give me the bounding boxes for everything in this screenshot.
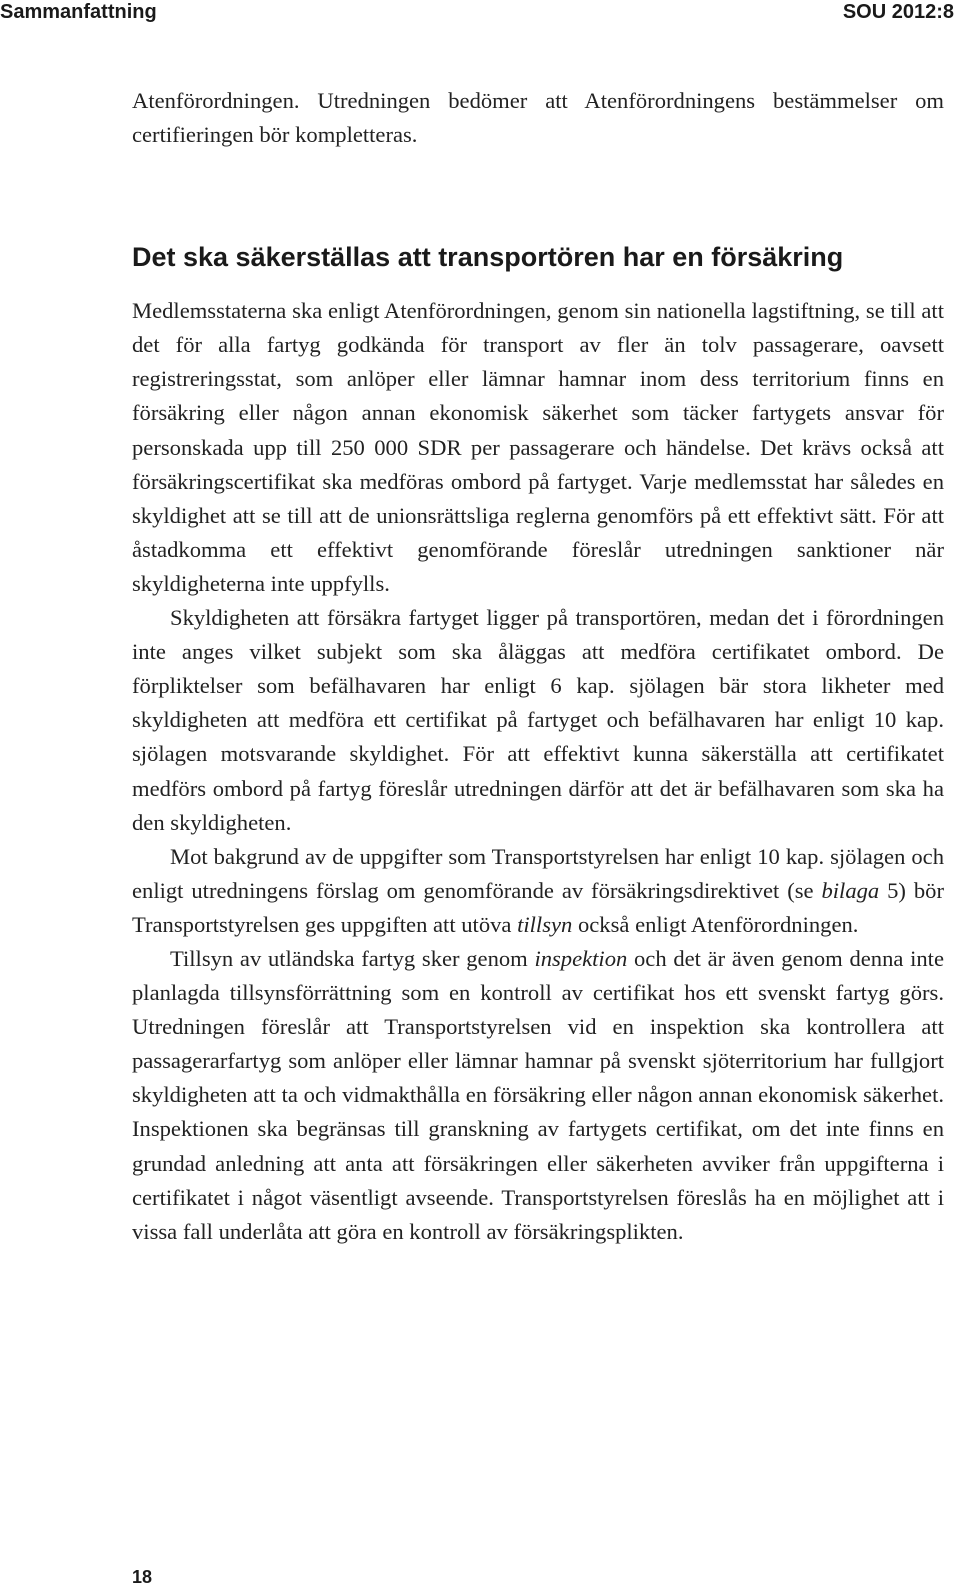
emphasis-bilaga: bilaga xyxy=(821,877,880,903)
section-heading: Det ska säkerställas att transportören har en försäkring xyxy=(132,242,844,273)
body-paragraph-3 xyxy=(132,840,944,942)
page-number: 18 xyxy=(132,1567,153,1587)
body-paragraph-2: Skyldigheten att försäkra fartyget ligger på transportören, medan det i förordningen inte anges vilket subjekt som ska åläggas att medföra certifikatet ombord. De förpliktelser som befälhavaren har enligt 6 kap. sjölagen bär stora likheter med skyldigheten att medföra ett certifikat på fartyget och befälhavaren har enligt 10 kap. sjölagen motsvarande skyldighet. För att effektivt kunna säkerställa att certifikatet medförs ombord på fartyg föreslår utredningen därför att det är befälhavaren som ska ha den skyldigheten. xyxy=(132,605,944,835)
emphasis-tillsyn: tillsyn xyxy=(517,911,573,937)
header-document-id: SOU 2012:8 xyxy=(842,1,954,23)
running-header xyxy=(0,0,960,24)
paragraph-3-text-c: också enligt Atenförordningen. xyxy=(572,911,859,937)
body-paragraph-1: Medlemsstaterna ska enligt Atenförordningen, genom sin nationella lagstiftning, se till att det för alla fartyg godkända för transport av fler än tolv passagerare, oavsett registreringsstat, som anlöper eller lämnar hamnar inom dess territorium finns en försäkring eller någon annan ekonomisk säkerhet som täcker fartygets ansvar för personskada upp till 250 000 SDR per passagerare och händelse. Det krävs också att försäkringscertifikat ska medföras ombord på fartyget. Varje medlemsstat har således en skyldighet att se till att de unionsrättsliga reglerna genomförs på ett effektivt sätt. För att åstadkomma ett effektivt genomförande föreslår utredningen sanktioner när skyldigheterna inte uppfylls. xyxy=(132,298,944,596)
paragraph-3-text-b: 5) bör Transportstyrelsen ges uppgiften att utöva xyxy=(132,877,944,937)
emphasis-inspektion: inspektion xyxy=(534,945,628,971)
paragraph-3-text-a: Mot bakgrund av de uppgifter som Transportstyrelsen har enligt 10 kap. sjölagen och enligt utredningens förslag om genomförande av försäkringsdirektivet (se xyxy=(132,843,944,903)
paragraph-4-text-a: Tillsyn av utländska fartyg sker genom xyxy=(170,945,535,971)
paragraph-4-text-b: och det är även genom denna inte planlagda tillsynsförrättning som en kontroll av certifikat hos ett svenskt fartyg görs. Utredningen föreslår att Transportstyrelsen vid en inspektion ska kontrollera att passagerarfartyg som anlöper eller lämnar hamnar på svenskt sjöterritorium har fullgjort skyldigheten att ta och vidmakthålla en försäkring eller någon annan ekonomisk säkerhet. Inspektionen ska begränsas till granskning av fartygets certifikat, om det inte finns en grundad anledning att anta att försäkringen eller säkerheten avviker från uppgifterna i certifikatet i något väsentligt avseende. Transportstyrelsen föreslås ha en möjlighet att i vissa fall underlåta att göra en kontroll av försäkringsplikten. xyxy=(132,945,944,1244)
body-paragraph-4 xyxy=(132,942,944,1249)
header-section-title: Sammanfattning xyxy=(0,1,157,23)
page-body xyxy=(132,84,944,1249)
intro-paragraph: Atenförordningen. Utredningen bedömer att Atenförordningens bestämmelser om certifieringen bör kompletteras. xyxy=(132,88,944,148)
